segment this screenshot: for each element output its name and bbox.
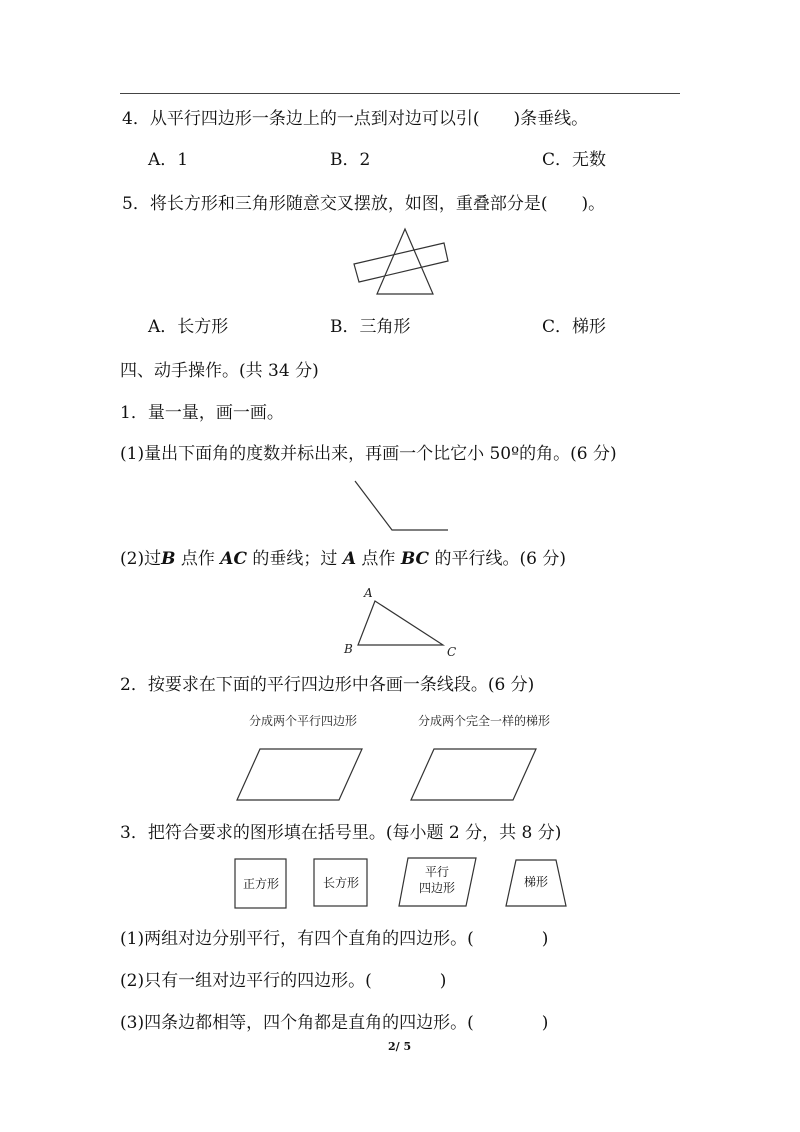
statement-2: (2)只有一组对边平行的四边形。( ) — [120, 971, 447, 991]
angle-figure — [352, 478, 452, 536]
q4-option-a[interactable]: A．1 — [148, 150, 189, 170]
parallelogram-label-line2: 四边形 — [418, 881, 455, 895]
question-5: 5．将长方形和三角形随意交叉摆放，如图，重叠部分是( )。 — [122, 194, 606, 214]
page-number: 2/ 5 — [388, 1040, 412, 1053]
q5-option-a[interactable]: A．长方形 — [148, 317, 229, 337]
rectangle-triangle-figure — [350, 226, 450, 298]
label-b: B — [344, 642, 353, 656]
q5-option-c[interactable]: C．梯形 — [542, 317, 607, 337]
part-1-1: (1)量出下面角的度数并标出来，再画一个比它小 50º的角。(6 分) — [120, 444, 617, 464]
parallelogram-1 — [236, 744, 366, 804]
q4-option-c[interactable]: C．无数 — [542, 150, 607, 170]
label-c: C — [447, 645, 457, 659]
parallelogram-label — [402, 864, 472, 896]
question-4: 4．从平行四边形一条边上的一点到对边可以引( )条垂线。 — [122, 109, 589, 129]
q4-option-b[interactable]: B．2 — [330, 150, 371, 170]
square-label: 正方形 — [242, 877, 279, 891]
rectangle-shape — [354, 243, 448, 282]
part-1-title: 1．量一量，画一画。 — [120, 403, 284, 423]
parallelogram-label-line1: 平行 — [424, 865, 449, 879]
part-3-title: 3．把符合要求的图形填在括号里。(每小题 2 分，共 8 分) — [120, 823, 562, 843]
statement-3: (3)四条边都相等，四个角都是直角的四边形。( ) — [120, 1013, 549, 1033]
statement-1: (1)两组对边分别平行，有四个直角的四边形。( ) — [120, 929, 549, 949]
para-label-2: 分成两个完全一样的梯形 — [418, 714, 551, 728]
rectangle-label: 长方形 — [322, 876, 359, 890]
top-rule — [120, 93, 680, 94]
parallelogram-2 — [410, 744, 540, 804]
part-1-2: (2)过B 点作 AC 的垂线；过 A 点作 BC 的平行线。(6 分) — [120, 549, 566, 569]
part-2-title: 2．按要求在下面的平行四边形中各画一条线段。(6 分) — [120, 675, 535, 695]
q5-option-b[interactable]: B．三角形 — [330, 317, 411, 337]
trapezoid-label: 梯形 — [523, 875, 548, 889]
para-label-1: 分成两个平行四边形 — [249, 714, 358, 728]
label-a: A — [364, 586, 373, 600]
section-4-title: 四、动手操作。(共 34 分) — [120, 361, 319, 381]
